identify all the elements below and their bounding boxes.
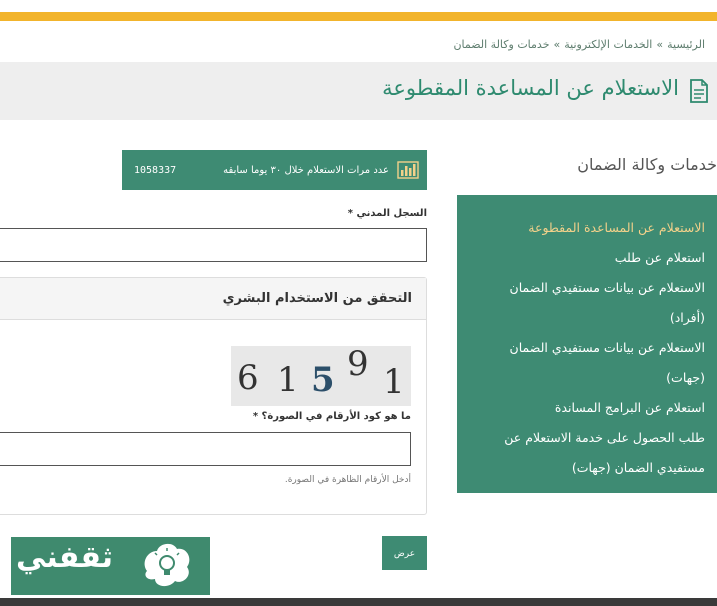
captcha-question-label [253, 411, 411, 422]
sidebar-menu [457, 195, 717, 493]
captcha-image [231, 346, 411, 406]
sidebar-item-beneficiaries-entities-suffix[interactable]: (جهات) [666, 370, 705, 385]
footer-strip [0, 598, 717, 606]
required-mark: * [347, 208, 353, 219]
civil-id-label [348, 208, 427, 219]
lightbulb-icon [141, 541, 193, 591]
breadcrumb-eservices[interactable]: الخدمات الإلكترونية [564, 37, 653, 51]
inquiry-stats-box [122, 150, 427, 190]
breadcrumb-separator: » [656, 37, 664, 51]
sidebar-item-lump-sum-aid[interactable]: الاستعلام عن المساعدة المقطوعة [528, 220, 705, 235]
breadcrumb [0, 30, 705, 58]
civil-id-input[interactable] [0, 228, 427, 262]
breadcrumb-current[interactable]: خدمات وكالة الضمان [453, 37, 550, 51]
captcha-digit: 1 [277, 360, 299, 400]
captcha-digit: 9 [347, 344, 369, 384]
watermark-text: ثقفني [16, 540, 114, 575]
submit-button[interactable]: عرض [382, 536, 427, 570]
sidebar-item-service-request-suffix[interactable]: مستفيدي الضمان (جهات) [571, 460, 705, 475]
header-accent-bar [0, 12, 717, 21]
captcha-question-text: ما هو كود الأرقام في الصورة؟ [261, 411, 411, 422]
captcha-digit: 6 [237, 358, 259, 398]
captcha-digit: 1 [383, 362, 405, 402]
stats-value: 1058337 [134, 164, 177, 176]
bar-chart-icon [397, 161, 419, 179]
sidebar-item-beneficiaries-individuals-suffix[interactable]: (أفراد) [669, 310, 705, 325]
sidebar-item-beneficiaries-entities[interactable]: الاستعلام عن بيانات مستفيدي الضمان [509, 340, 705, 355]
required-mark: * [252, 411, 259, 422]
captcha-help-text: أدخل الأرقام الظاهرة في الصورة. [284, 475, 411, 485]
sidebar-item-service-request[interactable]: طلب الحصول على خدمة الاستعلام عن [504, 430, 705, 445]
captcha-digit: 5 [311, 360, 335, 400]
captcha-title: التحقق من الاستخدام البشري [0, 278, 426, 320]
breadcrumb-home[interactable]: الرئيسية [667, 37, 705, 51]
captcha-input[interactable] [0, 432, 411, 466]
stats-label: عدد مرات الاستعلام خلال ٣٠ يوما سابقه [223, 164, 389, 176]
sidebar-item-support-programs[interactable]: استعلام عن البرامج المساندة [554, 400, 705, 415]
document-icon [689, 79, 709, 103]
sidebar-heading: خدمات وكالة الضمان [577, 155, 717, 174]
breadcrumb-separator: » [553, 37, 561, 51]
sidebar-item-request-inquiry[interactable]: استعلام عن طلب [614, 250, 705, 265]
civil-id-label-text: السجل المدني [356, 208, 427, 219]
top-bar [0, 0, 717, 10]
sidebar-item-beneficiaries-individuals[interactable]: الاستعلام عن بيانات مستفيدي الضمان [509, 280, 705, 295]
page-title: الاستعلام عن المساعدة المقطوعة [382, 76, 679, 100]
